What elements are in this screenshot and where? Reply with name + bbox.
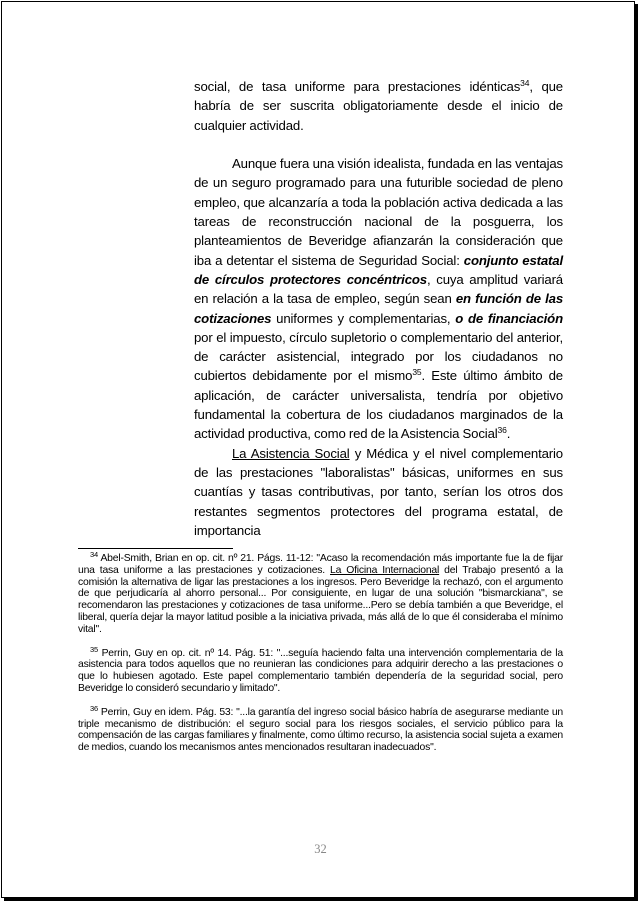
footnote-ref-34: 34 bbox=[520, 78, 530, 88]
footnote-36: $^{36}$ Perrin, Guy en idem. Pág. 53: "...la garantía del ingreso social básico habría de asegurarse mediante un triple mecanismo de distribución: el seguro social para los riesgos sociales, el servicio público para la compensación de las cargas familiares y finalmente, como último recurso, la asistencia social sujeta a examen de medios, cuando los mecanismos antes mencionados resultaran inadecuados". bbox=[78, 703, 563, 754]
paragraph-2: Aunque fuera una visión idealista, fundada en las ventajas de un seguro programado para una futurible sociedad de pleno empleo, que alcanzaría a toda la población activa dedicada a las tareas de reconstrucción nacional de la posguerra, los planteamientos de Beveridge afianzarán la consideración que iba a detentar el sistema de Seguridad Social: conjunto estatal de círculos protectores concéntricos, cuya amplitud variará en relación a la tasa de empleo, según sean en función de las cotizaciones uniformes y complementarias, o de financiación por el impuesto, círculo supletorio o complementario del anterior, de carácter asistencial, integrado por los ciudadanos no cubiertos debidamente por el mismo$^{35}$. Este último ámbito de aplicación, de carácter universalista, tendría por objetivo fundamental la cobertura de los ciudadanos marginados de la actividad productiva, como red de la Asistencia Social$^{36}$. bbox=[194, 156, 563, 442]
footnote-35: $^{35}$ Perrin, Guy en op. cit. nº 14. Pág. 51: "...seguía haciendo falta una intervención complementaria de la asistencia para todos aquellos que no reunieran las condiciones para adquirir derecho a las prestaciones o que lo hubiesen agotado. Este papel complementario también dependería de la seguridad social, pero Beveridge lo consideró secundario y limitado". bbox=[78, 644, 563, 694]
paragraph-1: social, de tasa uniforme para prestaciones idénticas$^{34}$, que habría de ser suscrita obligatoriamente desde el inicio de cualquier actividad. bbox=[194, 78, 563, 133]
footnote-ref-36: 36 bbox=[497, 425, 507, 436]
main-text bbox=[194, 77, 563, 540]
footnote-ref-35: 35 bbox=[412, 367, 422, 378]
footnote-separator bbox=[78, 548, 233, 549]
emphasis-text: en función de las cotizaciones bbox=[194, 291, 563, 326]
paragraph-3: La Asistencia Social y Médica y el nivel complementario de las prestaciones "laboralistas" básicas, uniformes en sus cuantías y tasas contributivas, por tanto, serían los otros dos restantes segmentos protectores del programa estatal, de importancia bbox=[194, 445, 563, 538]
footnote-34: $^{34}$ Abel-Smith, Brian en op. cit. nº 21. Págs. 11-12: "Acaso la recomendación más importante fue la de fijar una tasa uniforme a las prestaciones y cotizaciones. La Oficina Internacional del Trabajo presentó a la comisión la alternativa de ligar las prestaciones a los ingresos. Pero Beveridge la rechazó, con el argumento de que perjudicaría al ahorro personal... Por consiguiente, en lugar de una solución "bismarckiana", se recomendaron las prestaciones y cotizaciones de tasa uniforme...Pero se debía también a que Beveridge, el liberal, quería dejar la mayor latitud posible a la iniciativa privada, más allá de lo que él consideraba el mínimo vital". bbox=[78, 550, 563, 635]
emphasis-text: o de financiación bbox=[455, 310, 563, 326]
emphasis-text: conjunto estatal de círculos protectores concéntricos bbox=[194, 252, 563, 287]
page-number: 32 bbox=[314, 842, 327, 856]
footnotes bbox=[78, 550, 563, 766]
